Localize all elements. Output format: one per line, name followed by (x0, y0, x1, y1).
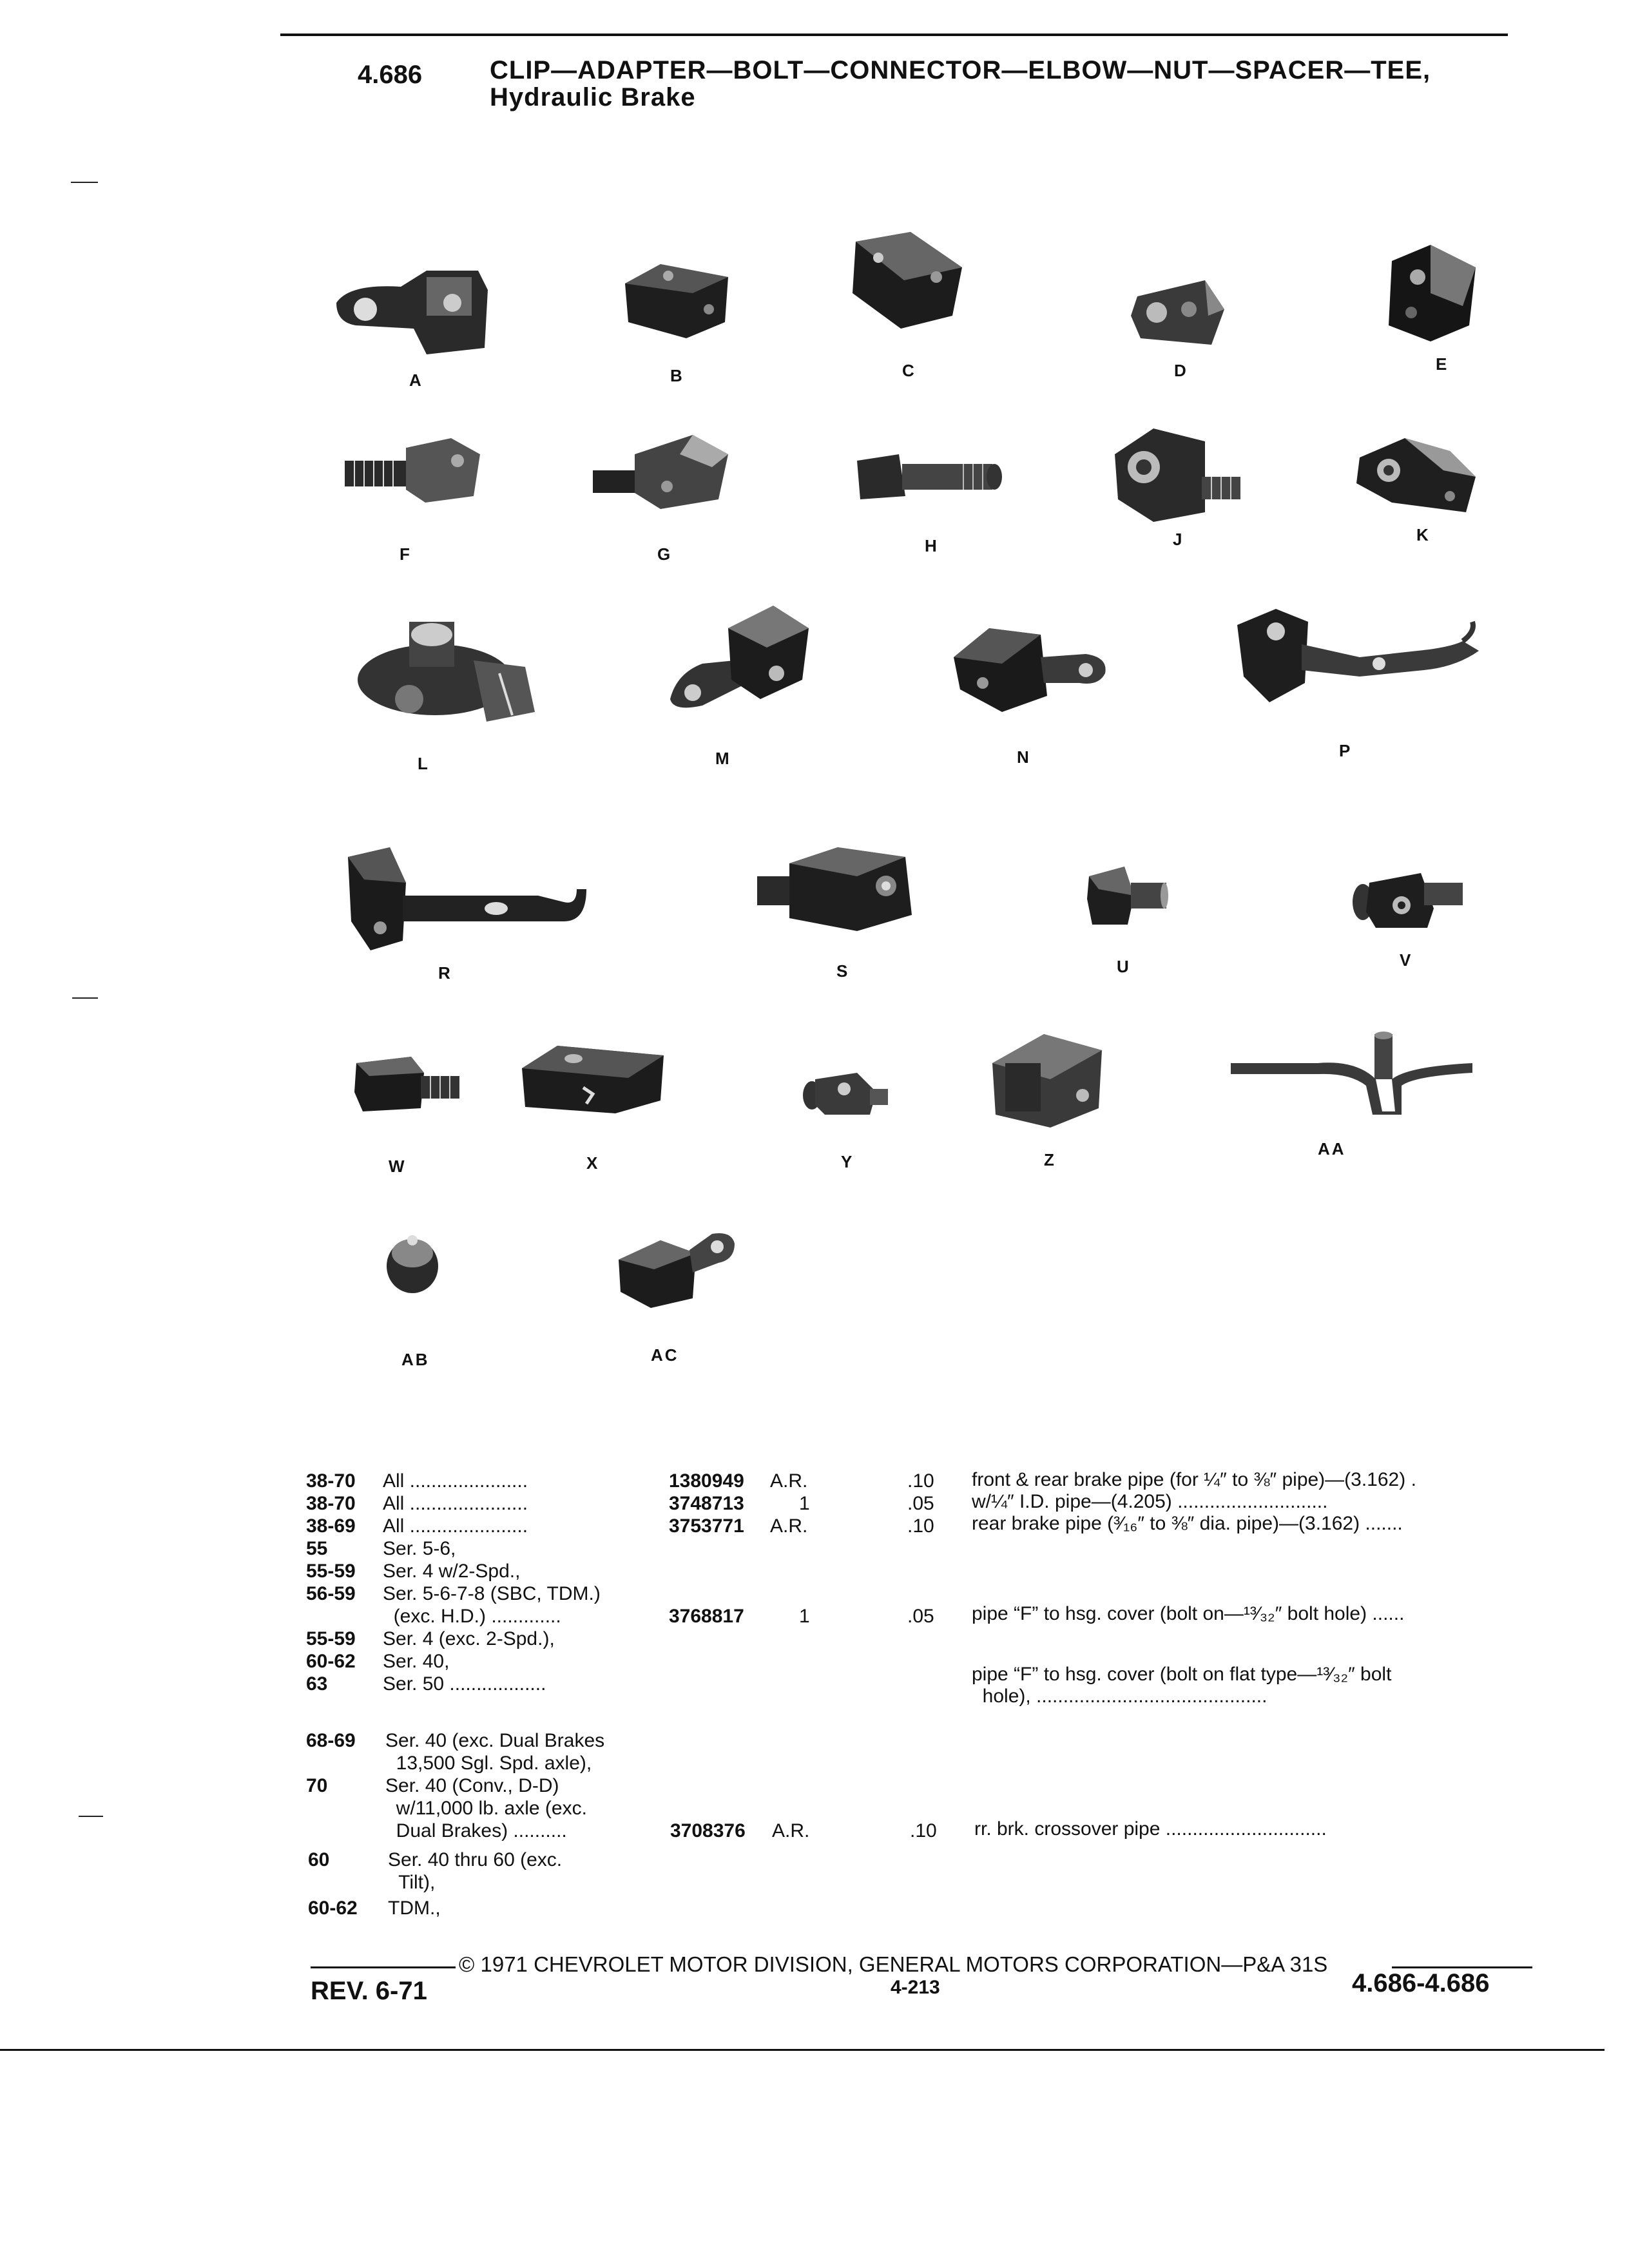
application: TDM., (388, 1898, 441, 1919)
application: Ser. 5-6-7-8 (SBC, TDM.) (383, 1583, 601, 1604)
part-label-v: V (1400, 950, 1413, 970)
part-label-h: H (925, 536, 939, 555)
part-illustration-y (799, 1066, 889, 1118)
part-label-n: N (1017, 747, 1031, 767)
part-label-e: E (1436, 354, 1449, 374)
part-label-r: R (438, 963, 452, 983)
application: All ...................... (383, 1470, 528, 1492)
part-number: 3708376 (670, 1820, 746, 1841)
part-illustration-aa (1228, 1028, 1479, 1124)
part-illustration-h (854, 451, 1008, 503)
year-range: 68-69 (306, 1730, 356, 1751)
application: Ser. 40, (383, 1651, 450, 1672)
part-label-m: M (715, 749, 731, 768)
quantity: A.R. (770, 1515, 808, 1537)
page-title (490, 57, 1431, 111)
part-illustration-l (345, 615, 538, 738)
part-label-g: G (657, 544, 673, 564)
part-number: 3748713 (669, 1493, 744, 1514)
group-number: .10 (907, 1470, 934, 1492)
group-number: .05 (907, 1493, 934, 1514)
part-number: 3768817 (669, 1606, 744, 1627)
year-range: 70 (306, 1775, 328, 1796)
revision-date: REV. 6-71 (311, 1977, 427, 2005)
part-illustration-ac (615, 1227, 738, 1311)
margin-mark (72, 997, 98, 999)
year-range: 60-62 (308, 1898, 358, 1919)
part-illustration-w (353, 1053, 463, 1115)
part-label-y: Y (841, 1152, 854, 1171)
quantity: A.R. (770, 1470, 808, 1492)
part-label-z: Z (1044, 1150, 1056, 1169)
description: rear brake pipe (³⁄₁₆″ to ⅜″ dia. pipe)—(3.162) ....... (972, 1513, 1403, 1534)
application: Ser. 40 thru 60 (exc. (388, 1849, 563, 1870)
description: pipe “F” to hsg. cover (bolt on—¹³⁄₃₂″ bolt hole) ...... (972, 1603, 1405, 1624)
part-illustration-ab (383, 1227, 441, 1298)
part-illustration-d (1128, 277, 1231, 348)
part-illustration-r (345, 844, 590, 954)
part-label-a: A (409, 370, 423, 390)
part-label-u: U (1117, 957, 1131, 976)
description: pipe “F” to hsg. cover (bolt on flat type—¹³⁄₃₂″ bolt (972, 1664, 1392, 1685)
part-label-k: K (1416, 525, 1431, 544)
part-label-b: B (670, 366, 684, 385)
part-label-c: C (902, 361, 916, 380)
application: Ser. 40 (Conv., D-D) (385, 1775, 559, 1796)
year-range: 60 (308, 1849, 330, 1870)
application: 13,500 Sgl. Spd. axle), (385, 1753, 592, 1774)
application: Ser. 5-6, (383, 1538, 456, 1559)
group-number: .05 (907, 1606, 934, 1627)
part-illustration-a (330, 258, 497, 354)
part-label-f: F (400, 544, 412, 564)
year-range: 55-59 (306, 1561, 356, 1582)
part-label-p: P (1339, 741, 1353, 760)
part-label-w: W (389, 1157, 407, 1176)
copyright-notice: © 1971 CHEVROLET MOTOR DIVISION, GENERAL MOTORS CORPORATION—P&A 31S (459, 1952, 1328, 1976)
quantity: 1 (799, 1493, 810, 1514)
description: rr. brk. crossover pipe .............................. (974, 1818, 1327, 1840)
application: Ser. 40 (exc. Dual Brakes (385, 1730, 605, 1751)
section-range: 4.686-4.686 (1352, 1969, 1490, 1997)
part-illustration-v (1350, 867, 1466, 931)
part-illustration-m (664, 602, 812, 712)
part-illustration-p (1231, 606, 1482, 709)
application: Ser. 4 w/2-Spd., (383, 1561, 521, 1582)
page-number: 4-213 (891, 1977, 940, 1998)
year-range: 60-62 (306, 1651, 356, 1672)
part-illustration-j (1108, 422, 1244, 525)
year-range: 38-70 (306, 1493, 356, 1514)
year-range: 63 (306, 1673, 328, 1695)
part-illustration-f (342, 435, 483, 506)
part-label-x: X (586, 1153, 600, 1173)
application: Tilt), (388, 1872, 436, 1893)
year-range: 55-59 (306, 1628, 356, 1649)
description: hole), ........................................... (972, 1686, 1268, 1707)
part-label-s: S (836, 961, 850, 981)
part-illustration-g (590, 428, 731, 512)
footer-rule-left (311, 1966, 456, 1968)
part-label-j: J (1173, 530, 1184, 549)
description: w/¼″ I.D. pipe—(4.205) ............................ (972, 1491, 1328, 1512)
description: front & rear brake pipe (for ¼″ to ⅜″ pipe)—(3.162) . (972, 1469, 1416, 1490)
application: Ser. 50 .................. (383, 1673, 546, 1695)
application: Ser. 4 (exc. 2-Spd.), (383, 1628, 555, 1649)
part-illustration-u (1086, 863, 1170, 928)
group-number: .10 (907, 1515, 934, 1537)
footer-rule-right (1392, 1966, 1532, 1968)
part-label-ab: AB (401, 1350, 430, 1369)
group-number: .10 (910, 1820, 937, 1841)
quantity: 1 (799, 1606, 810, 1627)
part-label-ac: AC (651, 1345, 679, 1365)
margin-mark (79, 1816, 103, 1817)
application: (exc. H.D.) ............. (383, 1606, 561, 1627)
year-range: 38-70 (306, 1470, 356, 1492)
part-number: 1380949 (669, 1470, 744, 1492)
application: Dual Brakes) .......... (385, 1820, 567, 1841)
part-illustration-x (519, 1043, 667, 1117)
part-illustration-c (849, 229, 965, 332)
part-illustration-s (754, 844, 915, 934)
margin-mark (71, 182, 98, 183)
year-range: 38-69 (306, 1515, 356, 1537)
part-label-aa: AA (1318, 1139, 1346, 1158)
application: All ...................... (383, 1515, 528, 1537)
part-illustration-b (622, 258, 731, 341)
top-rule (280, 34, 1508, 36)
bottom-rule (0, 2049, 1605, 2051)
section-code: 4.686 (358, 61, 423, 89)
quantity: A.R. (772, 1820, 810, 1841)
application: All ...................... (383, 1493, 528, 1514)
part-label-l: L (418, 754, 430, 773)
part-label-d: D (1174, 361, 1188, 380)
part-illustration-n (950, 619, 1112, 715)
part-illustration-e (1385, 242, 1482, 345)
year-range: 56-59 (306, 1583, 356, 1604)
part-illustration-k (1353, 432, 1482, 515)
year-range: 55 (306, 1538, 328, 1559)
application: w/11,000 lb. axle (exc. (385, 1798, 587, 1819)
part-number: 3753771 (669, 1515, 744, 1537)
title-line-2: Hydraulic Brake (490, 83, 696, 111)
title-line-1: CLIP—ADAPTER—BOLT—CONNECTOR—ELBOW—NUT—SPACER—TEE, (490, 56, 1431, 84)
part-illustration-z (986, 1028, 1108, 1131)
